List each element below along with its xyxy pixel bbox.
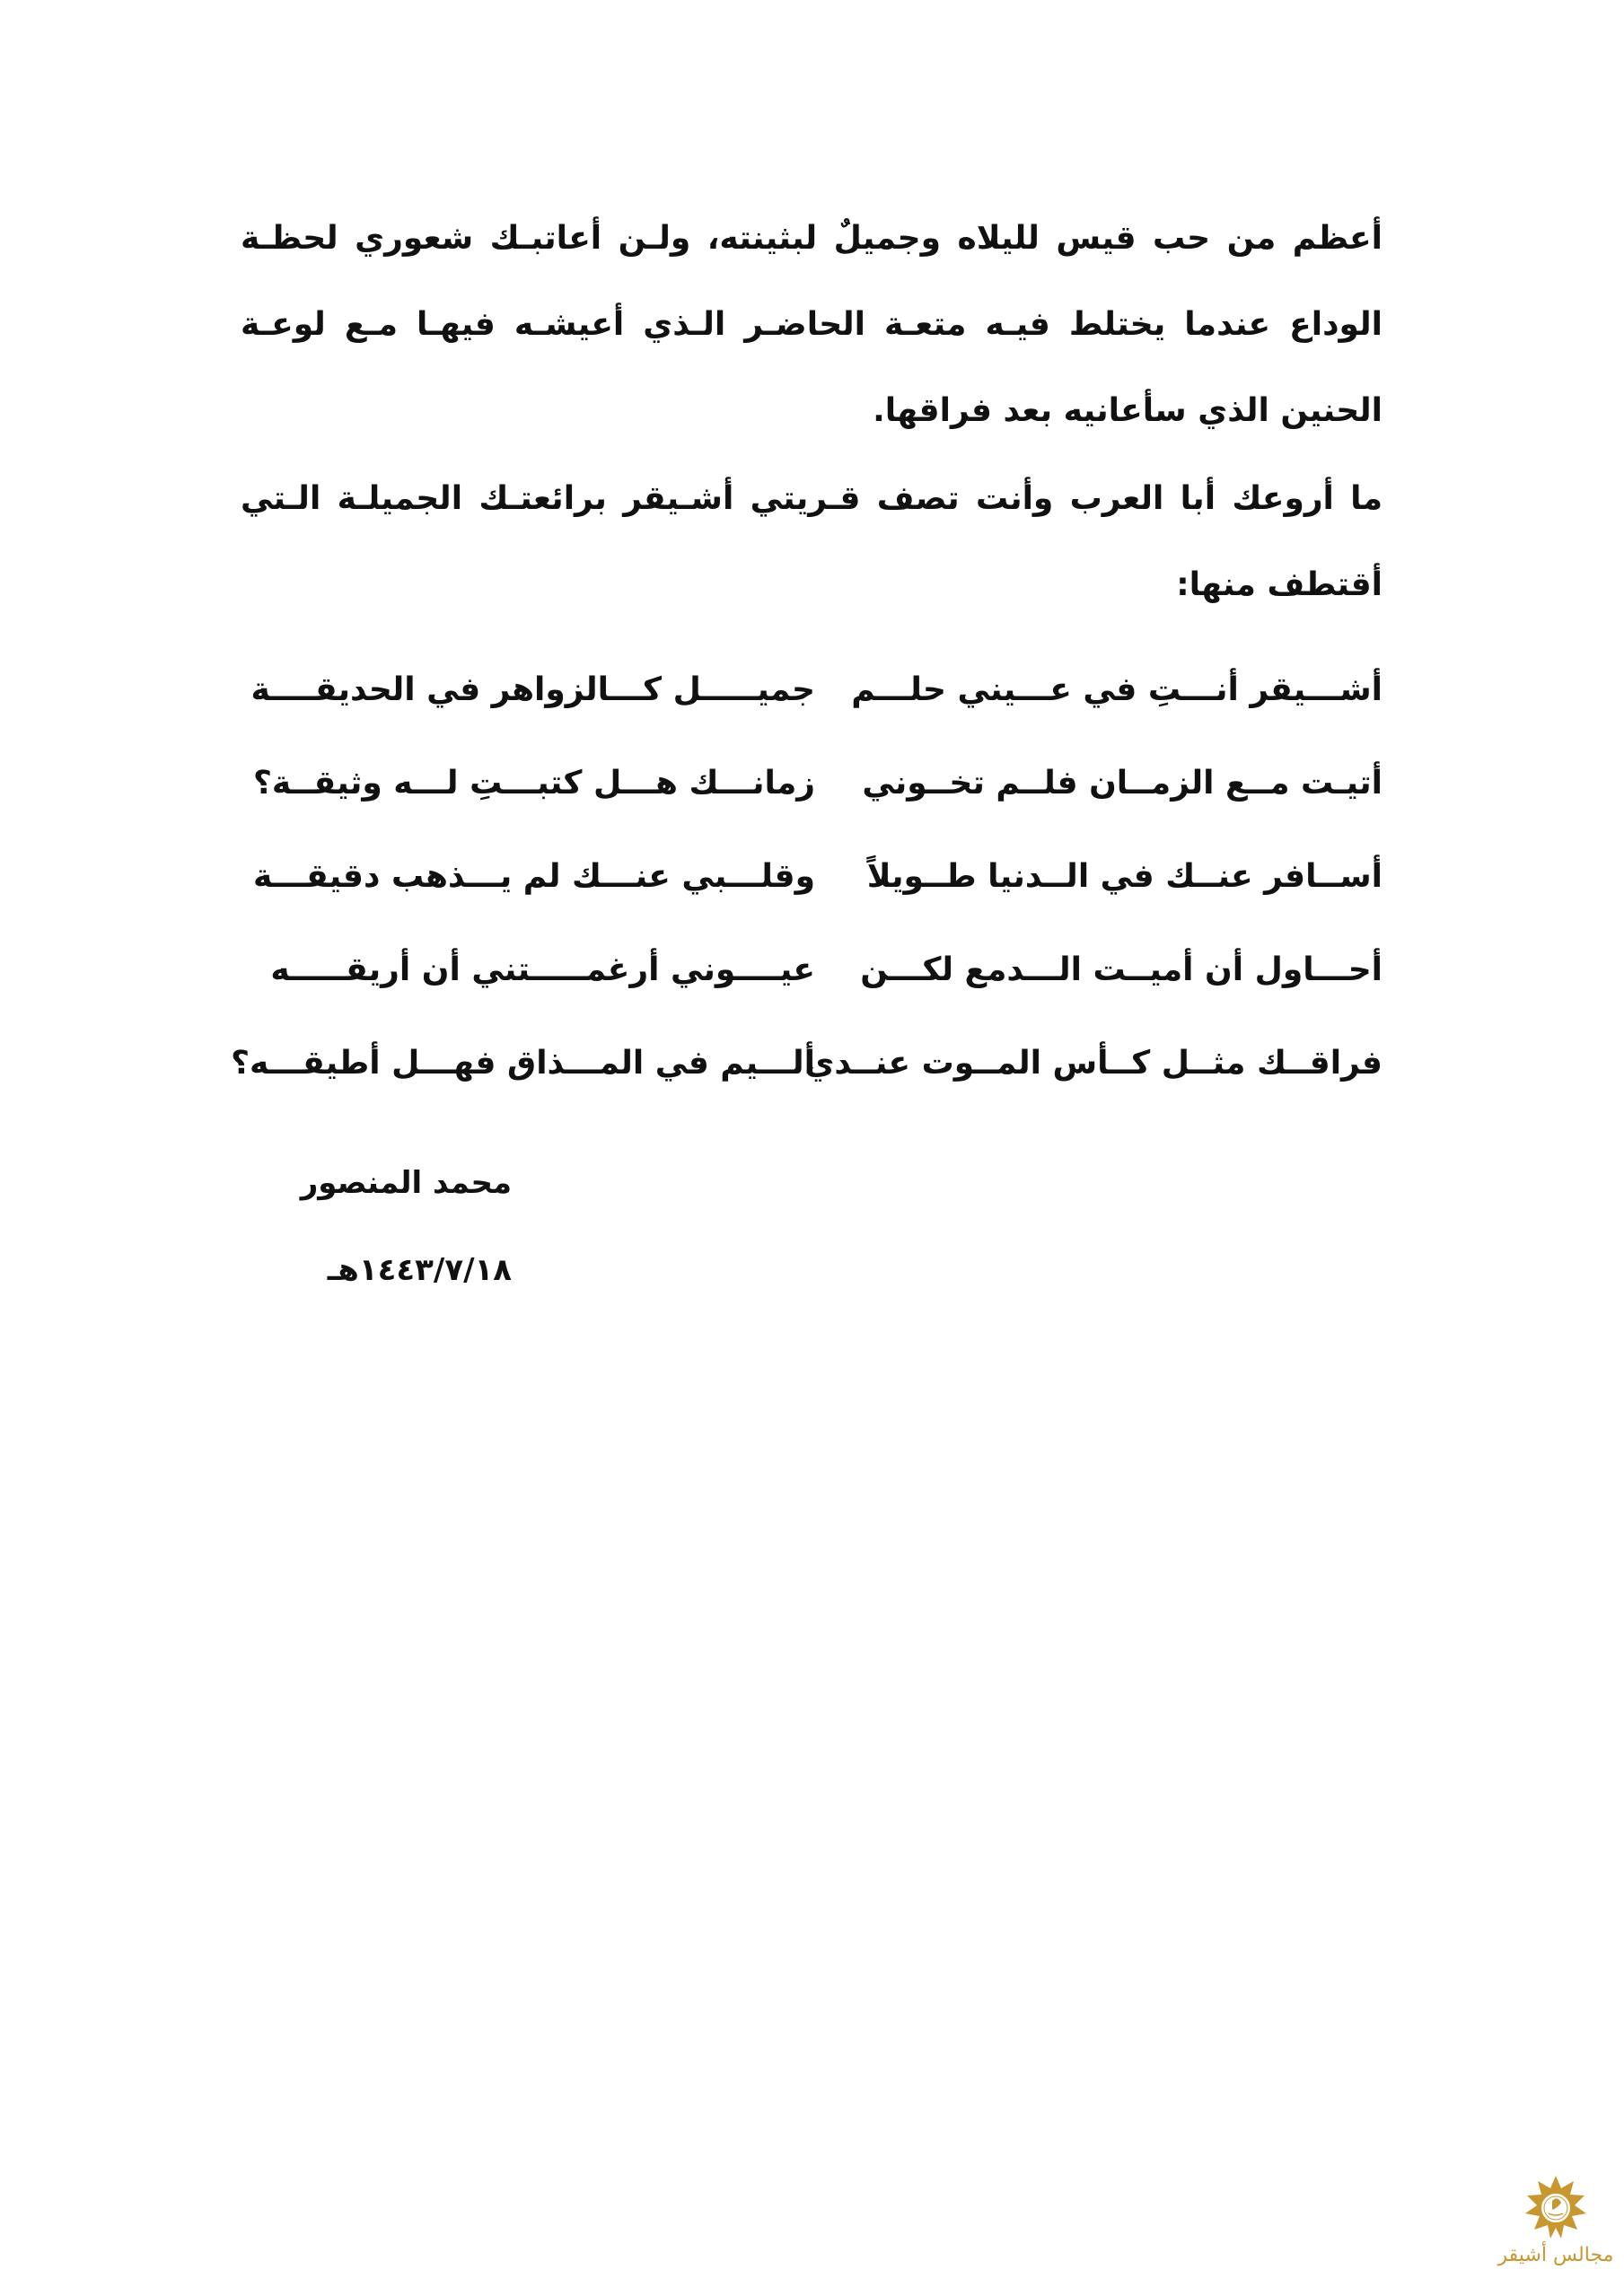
prose-line: الحنين الذي سأعانيه بعد فراقها. xyxy=(873,392,1383,429)
poem-verse xyxy=(241,736,1383,829)
signature-name: محمد المنصور xyxy=(300,1165,512,1201)
verse-first-hemistich: أحـــاول أن أميــت الـــدمع لكـــن xyxy=(860,951,1383,988)
poem-verse xyxy=(241,829,1383,923)
signature-date: ١٤٤٣/٧/١٨هـ xyxy=(327,1252,512,1288)
verse-second-hemistich: عيــــوني أرغمـــــتني أن أريقـــــه xyxy=(270,951,815,988)
verse-first-hemistich: أســافر عنــك في الــدنيا طــويلاً xyxy=(866,857,1383,895)
verse-second-hemistich: جميـــــل كـــالزواهر في الحديقــــة xyxy=(250,670,815,708)
prose-line: ما أروعك أبا العرب وأنت تصف قـريتي أشـيقر برائعتـك الجميلـة الـتي xyxy=(241,480,1383,517)
poem-verse xyxy=(241,923,1383,1016)
verse-second-hemistich: ألـــيم في المـــذاق فهـــل أطيقـــه؟ xyxy=(231,1044,815,1082)
verse-first-hemistich: أشـــيقر أنـــتِ في عـــيني حلـــم xyxy=(851,670,1383,708)
verse-second-hemistich: وقلـــبي عنـــك لم يـــذهب دقيقـــة xyxy=(253,857,815,895)
prose-paragraph-1 xyxy=(241,196,1383,454)
verse-first-hemistich: فراقــك مثــل كــأس المــوت عنــدي xyxy=(804,1044,1383,1082)
star-seal-logo-icon xyxy=(1522,2174,1590,2242)
prose-line: الوداع عندما يختلط فيـه متعـة الحاضـر الـذي أعيشـه فيهـا مـع لوعـة xyxy=(241,306,1383,343)
verse-second-hemistich: زمانـــك هـــل كتبـــتِ لـــه وثيقــة؟ xyxy=(252,764,815,802)
prose-line: أعظم من حب قيس لليلاه وجميلٌ لبثينته، ولـن أعاتبـك شعوري لحظـة xyxy=(241,220,1383,257)
verse-first-hemistich: أتيـت مــع الزمــان فلــم تخــوني xyxy=(862,764,1383,802)
prose-line: أقتطف منها: xyxy=(1176,566,1383,603)
prose-paragraph-2 xyxy=(241,456,1383,628)
logo-caption: مجالس أشيقر xyxy=(1497,2244,1614,2266)
poem-verse xyxy=(241,643,1383,736)
poem xyxy=(231,643,1383,1109)
watermark-logo xyxy=(1497,2174,1614,2291)
poem-verse xyxy=(231,1016,1383,1109)
